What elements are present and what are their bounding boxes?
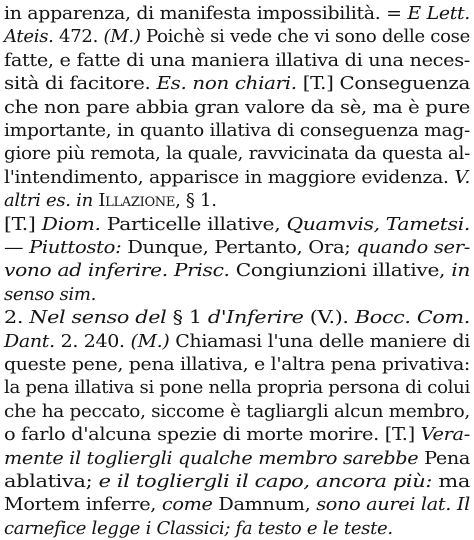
text-segment: sono aurei lat. Il <box>316 494 471 516</box>
text-segment: (V.). <box>303 307 355 329</box>
text-line <box>4 283 96 306</box>
text-line <box>4 119 470 142</box>
text-line <box>4 330 470 353</box>
text-segment: Vera- <box>420 424 470 446</box>
text-segment: Piuttosto: <box>29 237 122 258</box>
text-segment: importante, in quanto illativa di conseguenza mag- <box>4 120 470 141</box>
text-segment: carnefice legge i Classici; fa testo e le teste. <box>4 517 393 539</box>
text-segment: sità di facitore. <box>4 73 157 95</box>
text-segment: altri es. in <box>4 190 99 212</box>
text-line <box>4 470 470 493</box>
text-segment: — <box>4 237 30 258</box>
text-segment: E Lett. <box>407 3 471 24</box>
text-segment: ma <box>432 471 471 492</box>
text-segment: § 1 <box>166 307 208 329</box>
text-segment: Congiunzioni illative, <box>229 260 452 282</box>
text-segment: Pena <box>418 447 471 469</box>
text-segment: 472. <box>53 26 104 48</box>
text-segment: in apparenza, di manifesta impossibilità. = <box>4 3 408 24</box>
text-segment: in <box>451 260 471 282</box>
text-segment: che non pare abbia gran valore da sè, ma è pure <box>4 96 471 118</box>
text-line <box>4 96 470 119</box>
text-segment: la pena illativa si pone nella propria persona di colui <box>4 377 470 399</box>
text-line <box>4 259 470 282</box>
text-segment: giore più remota, la quale, ravvicinata da questa al- <box>4 143 470 165</box>
text-line <box>4 447 470 470</box>
text-line <box>4 25 470 48</box>
text-line <box>4 142 470 165</box>
text-line <box>4 400 470 423</box>
text-segment: vono ad inferire. Prisc. <box>4 260 230 282</box>
text-line <box>4 2 470 25</box>
text-segment: e il togliergli il capo, ancora più: <box>98 471 433 492</box>
text-segment: o farlo d'alcuna spezie di morte morire. [T.] <box>4 424 421 446</box>
text-line <box>4 49 470 72</box>
text-segment: Particelle illative, <box>100 213 287 235</box>
text-segment: [T.] <box>4 213 42 235</box>
text-segment: Illazione <box>98 190 176 212</box>
text-line <box>4 72 470 95</box>
text-segment: fatte, e fatte di una maniera illativa di una neces- <box>4 49 471 71</box>
text-segment: Es. non chiari. <box>156 73 297 95</box>
text-segment: Ateis. <box>4 26 54 48</box>
text-segment: Mortem inferre, <box>4 494 162 516</box>
text-line <box>4 306 470 329</box>
text-segment: Poichè si vede che vi sono delle cose <box>140 26 471 48</box>
text-segment: quando ser- <box>356 237 471 258</box>
text-segment: ablativa; <box>4 471 99 492</box>
text-segment: [T.] Conseguenza <box>296 73 470 95</box>
text-line <box>4 423 470 446</box>
text-segment: Dant. <box>4 330 55 352</box>
text-line <box>4 236 470 259</box>
text-line <box>4 376 470 399</box>
text-line <box>4 517 393 540</box>
text-segment: Damnum, <box>212 494 317 516</box>
text-segment: mente il togliergli qualche membro sarebbe <box>4 447 419 469</box>
text-segment: Dunque, Pertanto, Ora; <box>121 237 357 258</box>
text-segment: (M.) <box>130 330 170 352</box>
text-line <box>4 493 470 516</box>
text-segment: (M.) <box>103 26 141 48</box>
text-segment: senso sim. <box>4 283 97 305</box>
text-segment: Quamvis, Tametsi. <box>286 213 470 235</box>
text-segment: V. <box>454 166 471 188</box>
text-segment: queste pene, pena illativa, e l'altra pena privativa: <box>4 354 470 375</box>
text-segment: come <box>161 494 213 516</box>
text-line <box>4 189 217 212</box>
dictionary-page <box>4 2 472 539</box>
text-segment: d'Inferire <box>207 307 304 329</box>
text-segment: 2. <box>4 307 30 329</box>
text-line <box>4 353 470 376</box>
text-segment: Bocc. Com. <box>354 307 470 329</box>
text-segment: l'intendimento, apparisce in maggiore evidenza. <box>4 166 455 188</box>
text-segment: 2. 240. <box>54 330 131 352</box>
text-segment: Nel senso del <box>29 307 167 329</box>
text-segment: che ha peccato, siccome è tagliargli alcun membro, <box>4 400 470 422</box>
text-line <box>4 213 470 236</box>
text-segment: Diom. <box>41 213 101 235</box>
text-segment: , § 1. <box>175 190 217 212</box>
text-line <box>4 166 470 189</box>
text-segment: Chiamasi l'una delle maniere di <box>169 330 470 352</box>
